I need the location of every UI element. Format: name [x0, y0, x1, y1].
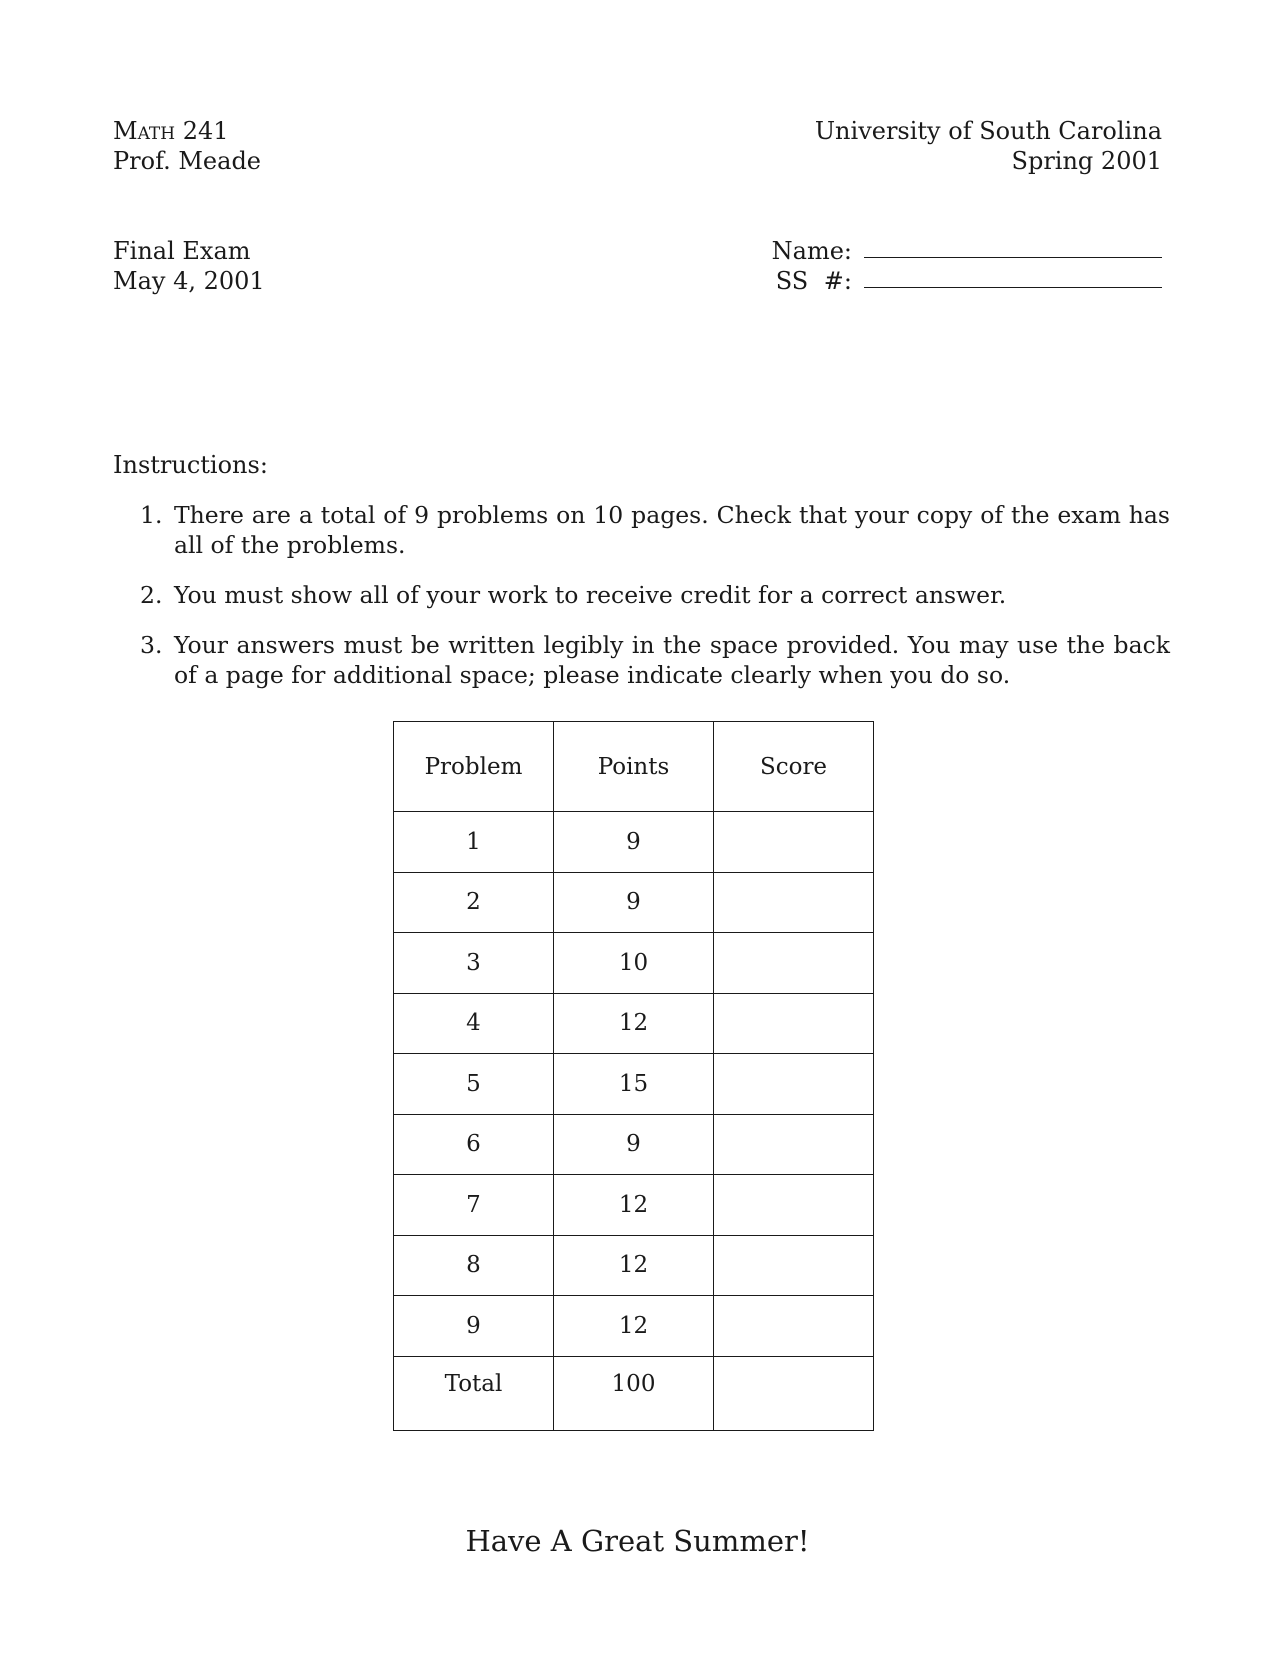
table-row [394, 1175, 874, 1236]
list-item-number: 1. [140, 501, 163, 529]
instructions-list [140, 500, 1170, 710]
instructor-name: Prof. Meade [113, 147, 262, 175]
table-row [394, 1296, 874, 1357]
exam-title: Final Exam [113, 237, 251, 265]
points-cell: 9 [554, 1114, 714, 1175]
score-cell[interactable] [714, 933, 874, 994]
problem-cell: 8 [394, 1235, 554, 1296]
university-name: University of South Carolina [814, 117, 1162, 145]
problem-cell: 9 [394, 1296, 554, 1357]
problem-cell: 1 [394, 812, 554, 873]
score-cell[interactable] [714, 872, 874, 933]
score-cell[interactable] [714, 1235, 874, 1296]
term-label: Spring 2001 [1011, 147, 1162, 175]
total-label-cell: Total [394, 1356, 554, 1430]
score-table [393, 721, 874, 1431]
name-label: Name: [771, 237, 852, 265]
score-cell[interactable] [714, 1054, 874, 1115]
score-cell[interactable] [714, 812, 874, 873]
exam-date: May 4, 2001 [113, 267, 265, 295]
problem-cell: 2 [394, 872, 554, 933]
ss-field[interactable] [864, 287, 1162, 288]
points-cell: 10 [554, 933, 714, 994]
problem-cell: 4 [394, 993, 554, 1054]
course-title: Math 241 [113, 117, 229, 145]
problem-cell: 3 [394, 933, 554, 994]
table-row [394, 1114, 874, 1175]
ss-label: SS #: [775, 267, 852, 295]
table-row [394, 993, 874, 1054]
table-header-row [394, 722, 874, 812]
header-points: Points [554, 722, 714, 812]
closing-message: Have A Great Summer! [465, 1524, 810, 1558]
total-score-cell[interactable] [714, 1356, 874, 1430]
score-cell[interactable] [714, 1296, 874, 1357]
points-cell: 9 [554, 872, 714, 933]
list-item [140, 500, 1170, 560]
instructions-heading: Instructions: [113, 451, 268, 479]
total-points-cell: 100 [554, 1356, 714, 1430]
points-cell: 15 [554, 1054, 714, 1115]
name-field[interactable] [864, 257, 1162, 258]
points-cell: 12 [554, 1235, 714, 1296]
list-item [140, 580, 1170, 610]
score-cell[interactable] [714, 1114, 874, 1175]
list-item-text: There are a total of 9 problems on 10 pages. Check that your copy of the exam has all of the problems. [174, 501, 1170, 559]
list-item-text: Your answers must be written legibly in the space provided. You may use the back of a page for additional space; please indicate clearly when you do so. [174, 631, 1170, 689]
points-cell: 12 [554, 1175, 714, 1236]
list-item-text: You must show all of your work to receive credit for a correct answer. [174, 581, 1007, 609]
total-row [394, 1356, 874, 1430]
header-problem: Problem [394, 722, 554, 812]
score-cell[interactable] [714, 993, 874, 1054]
table-row [394, 933, 874, 994]
points-cell: 9 [554, 812, 714, 873]
table-row [394, 872, 874, 933]
table-row [394, 1054, 874, 1115]
list-item-number: 2. [140, 581, 163, 609]
list-item-number: 3. [140, 631, 163, 659]
list-item [140, 630, 1170, 690]
problem-cell: 5 [394, 1054, 554, 1115]
table-row [394, 812, 874, 873]
problem-cell: 6 [394, 1114, 554, 1175]
points-cell: 12 [554, 993, 714, 1054]
header-score: Score [714, 722, 874, 812]
points-cell: 12 [554, 1296, 714, 1357]
score-cell[interactable] [714, 1175, 874, 1236]
problem-cell: 7 [394, 1175, 554, 1236]
table-row [394, 1235, 874, 1296]
